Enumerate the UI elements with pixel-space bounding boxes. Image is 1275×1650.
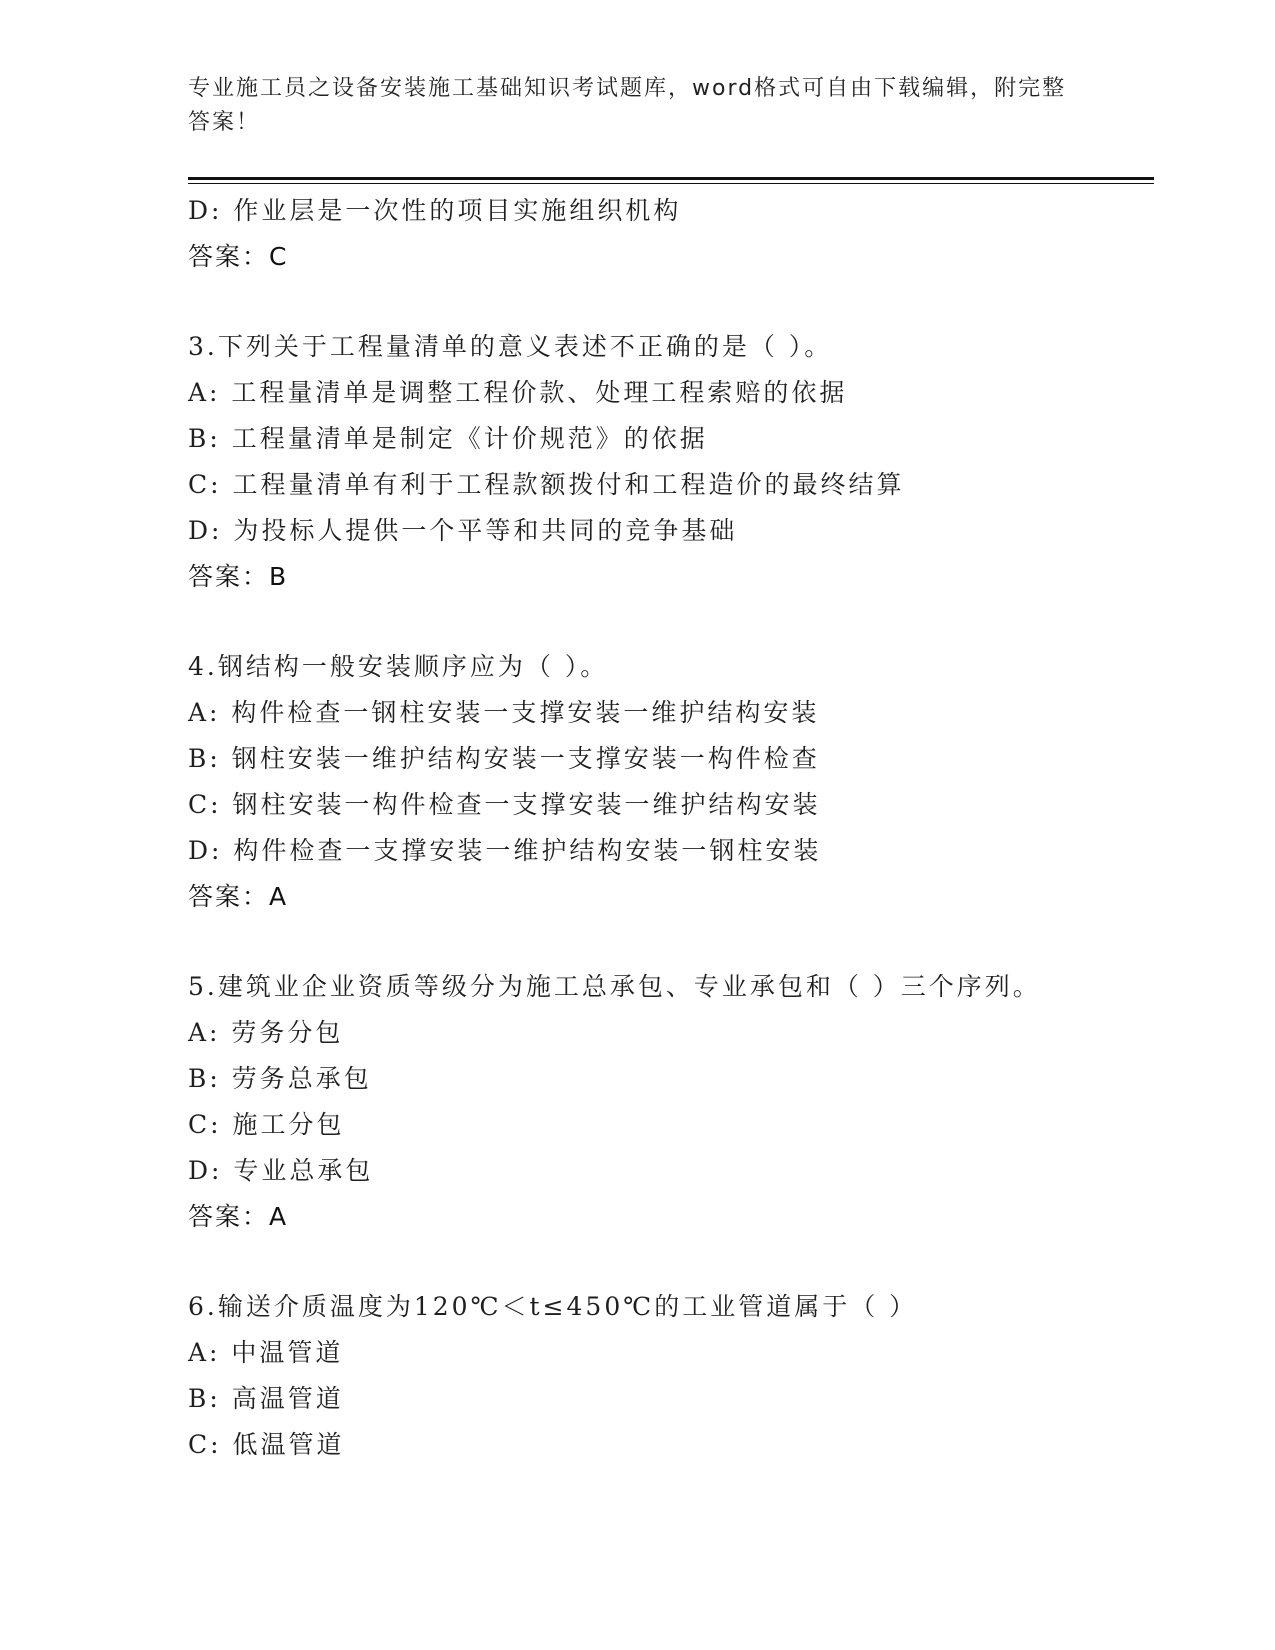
question-list bbox=[188, 188, 1154, 1468]
option-a: A: 工程量清单是调整工程价款、处理工程索赔的依据 bbox=[188, 378, 848, 407]
option-d: D: 构件检查一支撑安装一维护结构安装一钢柱安装 bbox=[188, 836, 822, 865]
question-block bbox=[188, 1284, 1154, 1468]
option-d: D: 专业总承包 bbox=[188, 1156, 374, 1185]
option-c: C: 钢柱安装一构件检查一支撑安装一维护结构安装 bbox=[188, 790, 821, 819]
question-block bbox=[188, 644, 1154, 920]
answer-line: 答案：A bbox=[188, 1202, 289, 1231]
header-rule-thick bbox=[188, 177, 1154, 180]
option-a: A: 中温管道 bbox=[188, 1338, 344, 1367]
question-stem: 3.下列关于工程量清单的意义表述不正确的是（ ）。 bbox=[188, 332, 833, 361]
option-c: C: 施工分包 bbox=[188, 1110, 345, 1139]
question-stem: 4.钢结构一般安装顺序应为（ ）。 bbox=[188, 652, 609, 681]
option-a: A: 构件检查一钢柱安装一支撑安装一维护结构安装 bbox=[188, 698, 820, 727]
option-b: B: 劳务总承包 bbox=[188, 1064, 372, 1093]
answer-line: 答案：A bbox=[188, 882, 289, 911]
option-d: D: 作业层是一次性的项目实施组织机构 bbox=[188, 196, 682, 225]
header-rule-thin bbox=[188, 183, 1154, 184]
answer-line: 答案：C bbox=[188, 242, 289, 271]
option-b: B: 高温管道 bbox=[188, 1384, 344, 1413]
question-block bbox=[188, 964, 1154, 1240]
option-c: C: 工程量清单有利于工程款额拨付和工程造价的最终结算 bbox=[188, 470, 905, 499]
option-b: B: 钢柱安装一维护结构安装一支撑安装一构件检查 bbox=[188, 744, 820, 773]
option-d: D: 为投标人提供一个平等和共同的竞争基础 bbox=[188, 516, 738, 545]
option-c: C: 低温管道 bbox=[188, 1430, 345, 1459]
question-stem: 6.输送介质温度为120℃＜t≤450℃的工业管道属于（ ） bbox=[188, 1292, 918, 1321]
option-a: A: 劳务分包 bbox=[188, 1018, 344, 1047]
question-stem: 5.建筑业企业资质等级分为施工总承包、专业承包和（ ）三个序列。 bbox=[188, 972, 1041, 1001]
question-block bbox=[188, 188, 1154, 280]
option-b: B: 工程量清单是制定《计价规范》的依据 bbox=[188, 424, 708, 453]
answer-line: 答案：B bbox=[188, 562, 289, 591]
question-block bbox=[188, 324, 1154, 600]
document-header: 专业施工员之设备安装施工基础知识考试题库，word格式可自由下载编辑，附完整答案！ bbox=[188, 76, 1067, 135]
